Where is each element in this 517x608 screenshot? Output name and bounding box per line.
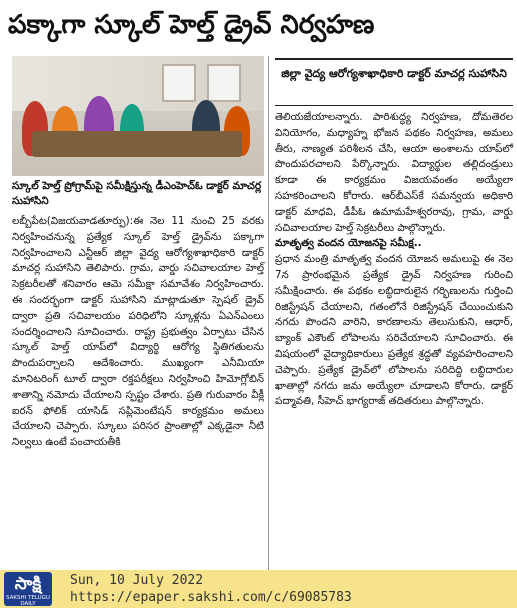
photo-table (32, 131, 242, 157)
photo-window (207, 64, 241, 102)
left-column-text: లబ్బీపేట(విజయవాడతూర్పు):ఈ నెల 11 నుంచి 25 వరకు నిర్వహించనున్న ప్రత్యేక స్కూల్ హెల్త్ డ్రైవ్‌ను పక్కాగా నిర్వహించాలని ఎన్టీఆర్ జిల్లా వైద్య ఆరోగ్యశాఖాధికారి డాక్టర్ మాచర్ల సుహాసిని తెలిపారు. గ్రామ, వార్డు సచివాలయాల హెల్త్ సెక్రటరీలతో శనివారం ఆమె సమీక్షా సమావేశం నిర్వహించారు. ఈ సందర్భంగా డాక్టర్ సుహాసిని మాట్లాడుతూ స్పెషల్ డ్రైవ్ ద్వారా ప్రతి సచివాలయం పరిధిలోని స్కూళ్లను ఏఎన్ఎంలు సందర్శించాలని సూచించారు. రాష్ట్ర ప్రభుత్వం ఏర్పాటు చేసిన స్కూల్ హెల్త్ యాప్‌లో విద్యార్థి ఆరోగ్య స్థితిగతులను పొందుపర్చాలని ఆదేశించారు. ముఖ్యంగా ఎనీమియా మానిటరింగ్ టూల్ ద్వారా రక్తపరీక్షలు నిర్వహించి హిమోగ్లోబిన్ శాతాన్ని నమోదు చేయాలని స్పష్టం చేశారు. ప్రతి గురువారం వీక్లీ ఐరన్ ఫోలిక్ యాసిడ్ సప్లిమెంటేషన్ కార్యక్రమం అమలు చేయాలని చెప్పారు. స్కూలు పరిసర ప్రాంతాల్లో ఎక్కడైనా నీటి నిల్వలు ఉంటే పంచాయతీకి (12, 215, 264, 449)
column-divider (268, 56, 269, 576)
photo-window (162, 64, 196, 102)
footer-date: Sun, 10 July 2022 (70, 573, 204, 588)
logo-subtext: SAKSHI TELUGU DAILY (6, 595, 50, 607)
left-column (12, 214, 264, 451)
headline: పక్కాగా స్కూల్ హెల్త్ డ్రైవ్ నిర్వహణ (8, 10, 375, 40)
right-column-text-2: ప్రధాన మంత్రి మాతృత్వ వందన యోజన అమలుపై ఈ నెల 7న ప్రారంభమైన ప్రత్యేక డ్రైవ్ నిర్వహణ గురించి సమీక్షించారు. ఈ పథకం లబ్ధిదారులైన గర్భిణులను గుర్తించి రిజిస్ట్రేషన్ చేయాలని, గతంలోనే రిజిస్ట్రేషన్ చేయించుకుని నగదు పొందని వారిని, కారణాలను తెలుసుకుని, ఆధార్, బ్యాంక్ ఎకౌంట్ లోపాలను సరిచేయాలని సూచించారు. ఈ విషయంలో వైద్యాధికారులు ప్రత్యేక శ్రద్ధతో వ్యవహరించాలని చెప్పారు. ప్రత్యేక డ్రైవ్‌లో లోపాలను సరిదిద్ది లబ్ధిదారుల ఖాతాల్లో నగదు జమ అయ్యేలా చూడాలని కోరారు. డాక్టర్ పద్మావతి, సీహెచ్ భాగ్యరాజ్ తదితరులు పాల్గొన్నారు. (275, 253, 513, 408)
footer-url[interactable]: https://epaper.sakshi.com/c/69085783 (70, 590, 352, 605)
sakshi-logo (4, 572, 52, 606)
right-column (275, 110, 513, 410)
footer-bar (0, 570, 517, 608)
logo-text: సాక్షి (14, 574, 42, 594)
right-column-text-1: తెలియజేయాలన్నారు. పారిశుద్ధ్య నిర్వహణ, దోమతెరల వినియోగం, మధ్యాహ్న భోజన పథకం నిర్వహణ, అమలు తీరు, నాణ్యత పరిశీలన చేసి, ఆయా అంశాలను యాప్‌లో పొందుపరచాలని పేర్కొన్నారు. విద్యార్థుల తల్లిదండ్రులు కూడా ఈ కార్యక్రమం విజయవంతం అయ్యేలా సహకరించాలని కోరారు. ఆర్‌బీఎస్‌కే సమన్వయ అధికారి డాక్టర్ మాధవి, డీపీఓ ఉమామహేశ్వరరావు, గ్రామ, వార్డు సచివాలయాల హెల్త్ సెక్రటరీలు పాల్గొన్నారు. (275, 111, 513, 234)
byline: జిల్లా వైద్య ఆరోగ్యశాఖాధికారి డాక్టర్ మాచర్ల సుహాసిని (275, 58, 513, 106)
photo-caption: స్కూల్ హెల్త్ ప్రోగ్రామ్‌పై సమీక్షిస్తున్న డీఎంహెచ్ఓ డాక్టర్ మాచర్ల సుహాసిని (12, 180, 262, 207)
article-photo (12, 56, 264, 176)
right-subhead: మాతృత్వ వందన యోజనపై సమీక్ష.. (275, 237, 422, 250)
